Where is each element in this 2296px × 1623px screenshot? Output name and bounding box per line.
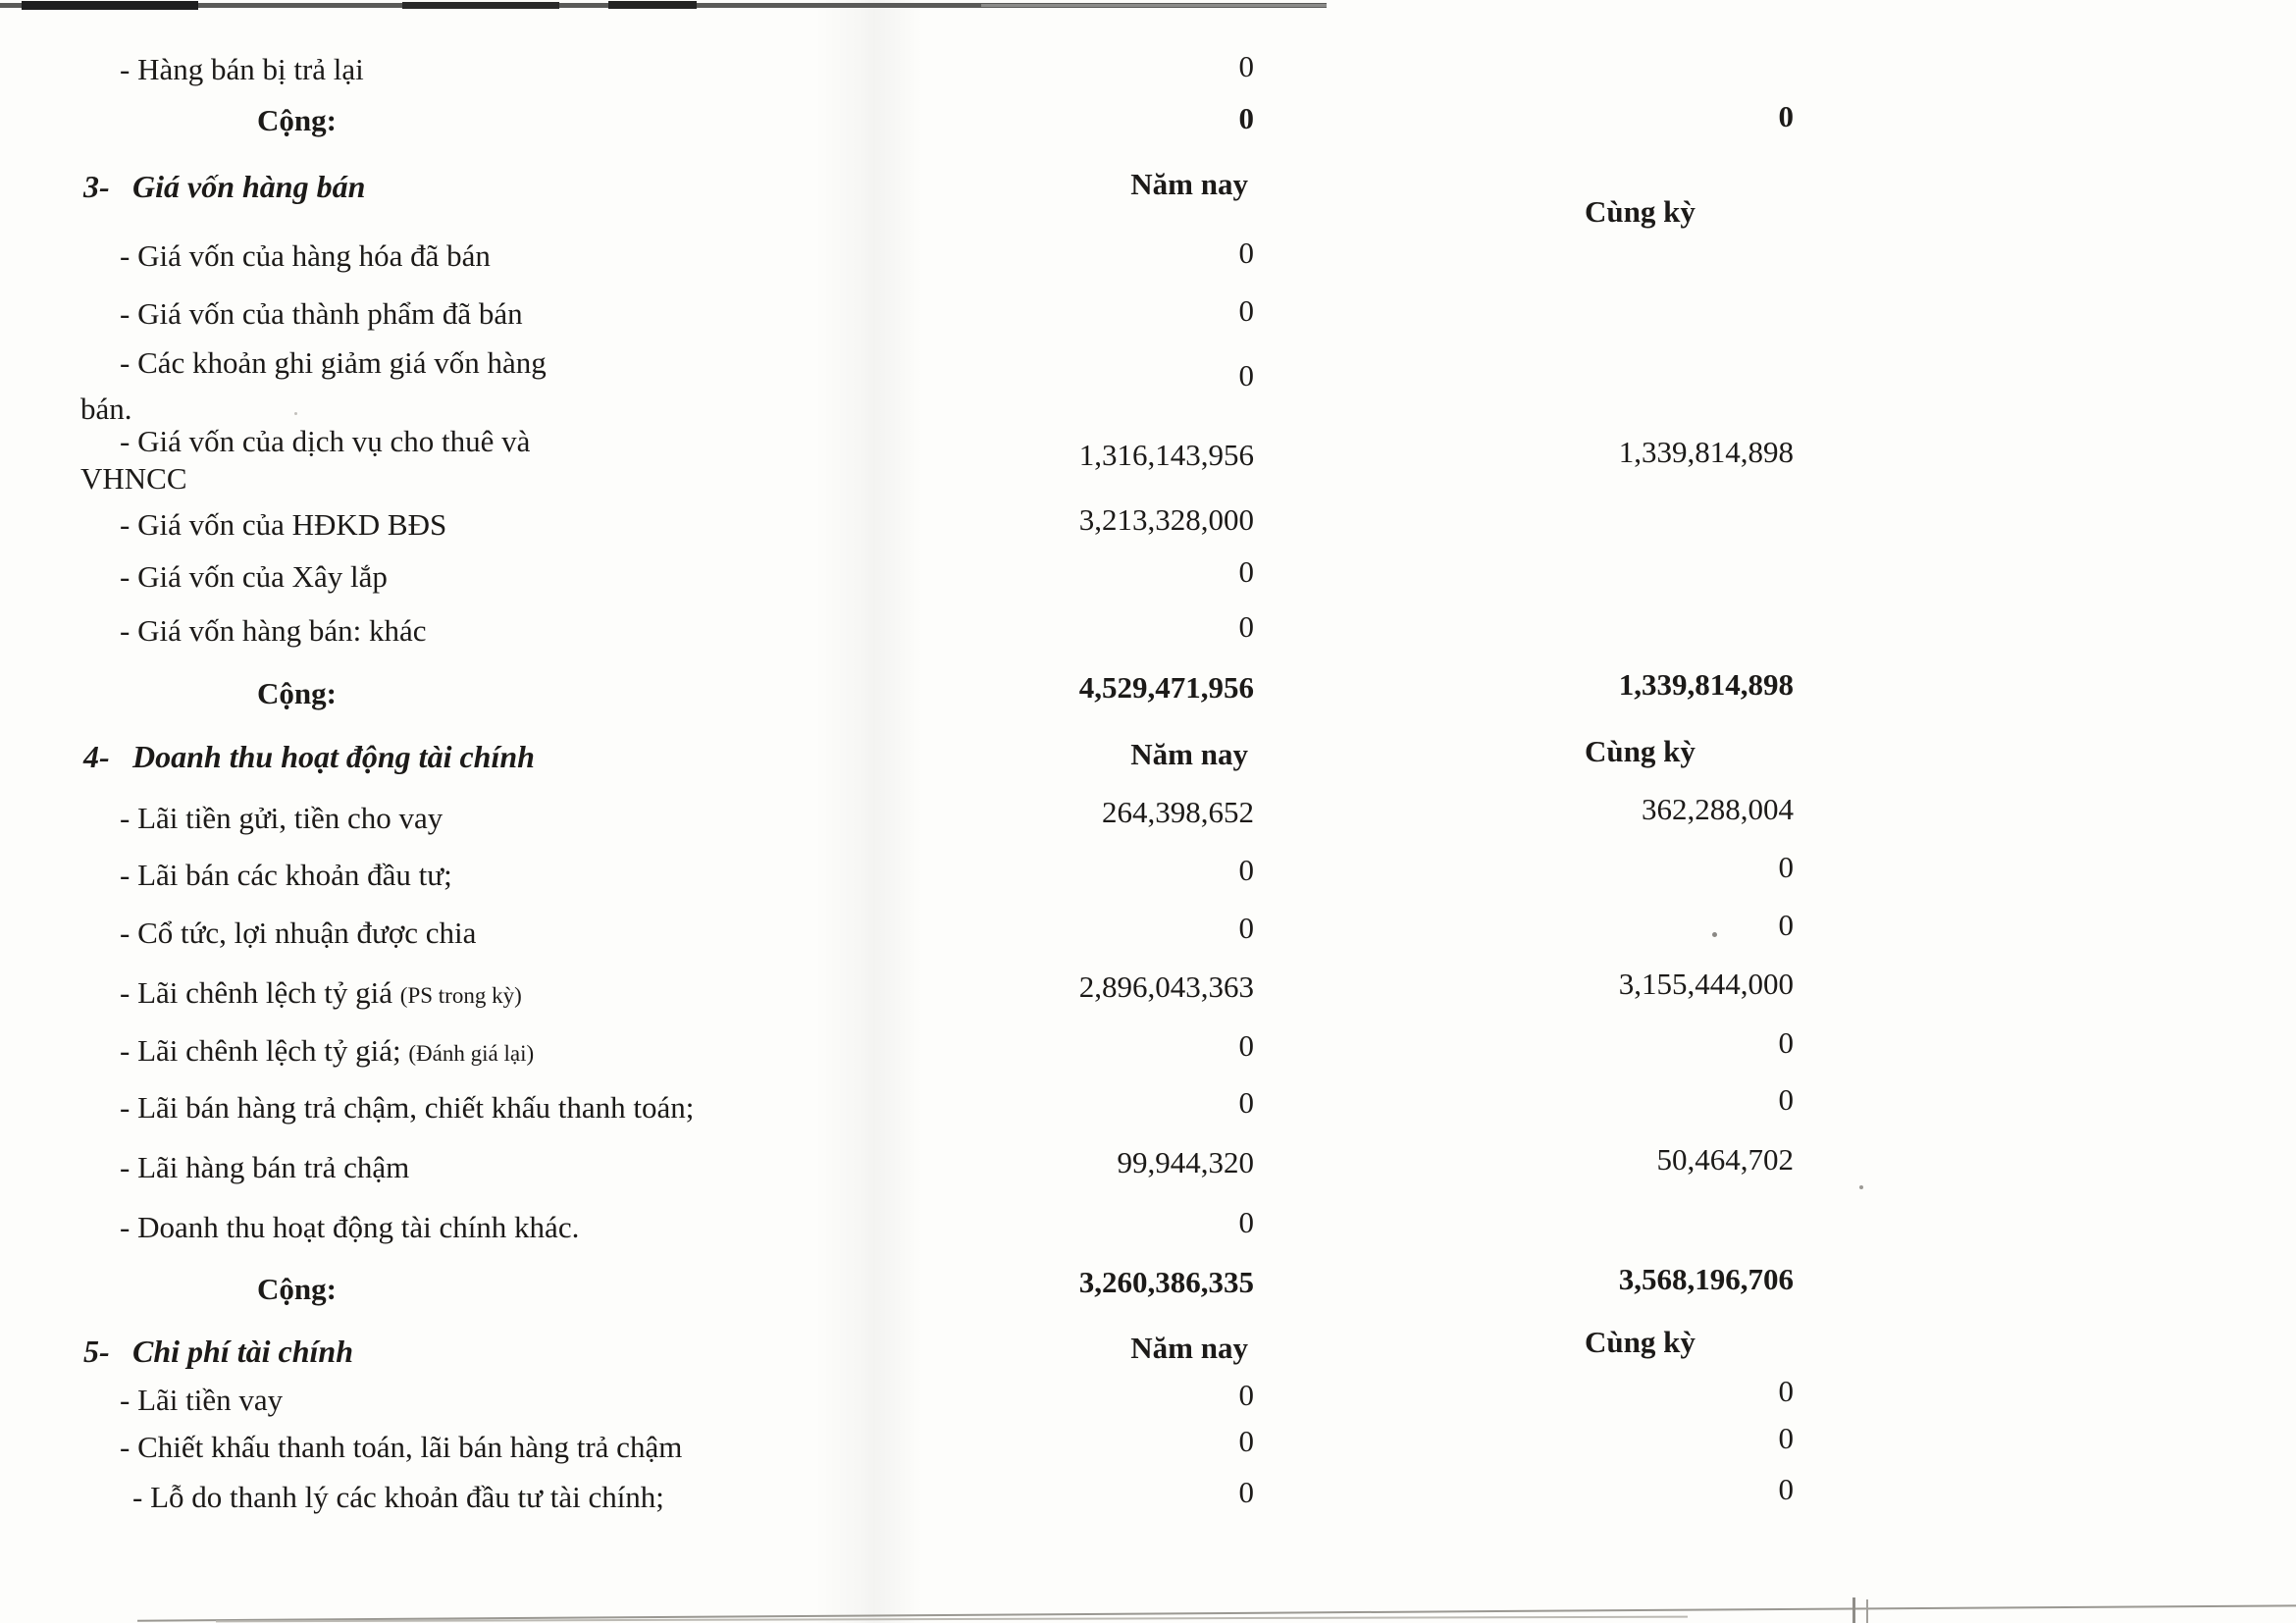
row-label: - Doanh thu hoạt động tài chính khác. bbox=[120, 1210, 580, 1244]
value-current-year: 99,944,320 bbox=[1117, 1145, 1254, 1179]
scan-speck bbox=[1859, 1185, 1863, 1189]
row-label: - Lãi bán các khoản đầu tư; bbox=[120, 858, 452, 892]
section-number: 3- bbox=[83, 169, 110, 204]
value-prior-year: 0 bbox=[1778, 850, 1794, 884]
row-label: - Giá vốn của hàng hóa đã bán bbox=[120, 238, 491, 273]
scan-artifact-top-line bbox=[22, 1, 198, 10]
row-label-note: (PS trong kỳ) bbox=[399, 983, 522, 1008]
total-label: Cộng: bbox=[257, 676, 337, 710]
scan-artifact-top-line bbox=[608, 1, 697, 9]
scan-artifact-tick bbox=[1866, 1599, 1868, 1623]
row-label: - Lãi bán hàng trả chậm, chiết khấu thanh toán; bbox=[120, 1090, 695, 1125]
row-label-note: (Đánh giá lại) bbox=[408, 1041, 535, 1066]
row-label bbox=[120, 975, 522, 1011]
row-label: - Lỗ do thanh lý các khoản đầu tư tài chính; bbox=[132, 1480, 664, 1514]
value-prior-year: 0 bbox=[1778, 1025, 1794, 1060]
value-current-year: 0 bbox=[1238, 1028, 1254, 1063]
total-value-current: 0 bbox=[1238, 101, 1254, 135]
value-current-year: 0 bbox=[1238, 293, 1254, 328]
row-label: - Giá vốn của dịch vụ cho thuê và bbox=[120, 424, 531, 458]
value-current-year: 0 bbox=[1238, 853, 1254, 887]
value-prior-year: 3,155,444,000 bbox=[1618, 967, 1794, 1001]
row-label: - Các khoản ghi giảm giá vốn hàng bbox=[120, 345, 547, 380]
value-prior-year: 0 bbox=[1778, 1421, 1794, 1455]
value-current-year: 0 bbox=[1238, 49, 1254, 83]
scan-speck bbox=[294, 412, 297, 415]
value-current-year: 0 bbox=[1238, 236, 1254, 270]
value-current-year: 0 bbox=[1238, 1424, 1254, 1458]
column-header-current: Năm nay bbox=[1130, 1331, 1248, 1365]
value-current-year: 0 bbox=[1238, 1085, 1254, 1120]
column-header-prior: Cùng kỳ bbox=[1585, 1325, 1696, 1359]
value-prior-year: 0 bbox=[1778, 1374, 1794, 1408]
column-header-prior: Cùng kỳ bbox=[1585, 734, 1696, 768]
value-current-year: 264,398,652 bbox=[1102, 795, 1254, 829]
section-number: 5- bbox=[83, 1334, 110, 1369]
section-number: 4- bbox=[83, 739, 110, 774]
scan-artifact-tick bbox=[1852, 1597, 1855, 1623]
total-value-current: 3,260,386,335 bbox=[1078, 1265, 1254, 1299]
value-current-year: 0 bbox=[1238, 1475, 1254, 1509]
row-label: - Giá vốn của HĐKD BĐS bbox=[120, 507, 447, 542]
row-label: - Hàng bán bị trả lại bbox=[120, 52, 364, 86]
value-current-year: 0 bbox=[1238, 609, 1254, 644]
column-header-current: Năm nay bbox=[1130, 737, 1248, 771]
value-current-year: 0 bbox=[1238, 911, 1254, 945]
row-label: - Lãi hàng bán trả chậm bbox=[120, 1150, 410, 1184]
row-label-line2: VHNCC bbox=[80, 461, 187, 496]
value-current-year: 3,213,328,000 bbox=[1078, 502, 1254, 537]
row-label-text: - Lãi chênh lệch tỷ giá bbox=[120, 975, 393, 1010]
row-label: - Lãi tiền vay bbox=[120, 1383, 284, 1417]
total-value-prior: 3,568,196,706 bbox=[1618, 1262, 1794, 1296]
total-label: Cộng: bbox=[257, 103, 337, 137]
scan-artifact-top-line bbox=[981, 4, 1327, 7]
value-current-year: 0 bbox=[1238, 554, 1254, 589]
row-label-text: - Lãi chênh lệch tỷ giá; bbox=[120, 1033, 401, 1068]
value-current-year: 2,896,043,363 bbox=[1078, 969, 1254, 1004]
scan-artifact-top-line bbox=[402, 2, 559, 9]
value-prior-year: 50,464,702 bbox=[1656, 1142, 1794, 1177]
section-title: Giá vốn hàng bán bbox=[132, 169, 366, 204]
value-prior-year: 362,288,004 bbox=[1642, 792, 1794, 826]
value-prior-year: 0 bbox=[1778, 1472, 1794, 1506]
value-prior-year: 0 bbox=[1778, 908, 1794, 942]
row-label: - Giá vốn hàng bán: khác bbox=[120, 613, 427, 648]
row-label: - Chiết khấu thanh toán, lãi bán hàng trả chậm bbox=[120, 1430, 683, 1464]
row-label bbox=[120, 1033, 534, 1069]
value-current-year: 0 bbox=[1238, 358, 1254, 393]
row-label: - Lãi tiền gửi, tiền cho vay bbox=[120, 801, 444, 835]
total-label: Cộng: bbox=[257, 1272, 337, 1306]
total-value-current: 4,529,471,956 bbox=[1078, 670, 1254, 705]
total-value-prior: 1,339,814,898 bbox=[1618, 667, 1794, 702]
row-label: - Giá vốn của Xây lắp bbox=[120, 559, 388, 594]
value-prior-year: 0 bbox=[1778, 1082, 1794, 1117]
column-header-prior: Cùng kỳ bbox=[1585, 194, 1696, 229]
section-title: Doanh thu hoạt động tài chính bbox=[132, 739, 535, 774]
column-header-current: Năm nay bbox=[1130, 167, 1248, 201]
section-title: Chi phí tài chính bbox=[132, 1334, 353, 1369]
total-value-prior: 0 bbox=[1778, 99, 1794, 133]
value-current-year: 0 bbox=[1238, 1378, 1254, 1412]
value-current-year: 0 bbox=[1238, 1205, 1254, 1239]
row-label: - Giá vốn của thành phẩm đã bán bbox=[120, 296, 523, 331]
value-current-year: 1,316,143,956 bbox=[1078, 438, 1254, 472]
value-prior-year: 1,339,814,898 bbox=[1618, 435, 1794, 469]
row-label: - Cổ tức, lợi nhuận được chia bbox=[120, 916, 477, 950]
row-label-line2: bán. bbox=[80, 392, 132, 426]
